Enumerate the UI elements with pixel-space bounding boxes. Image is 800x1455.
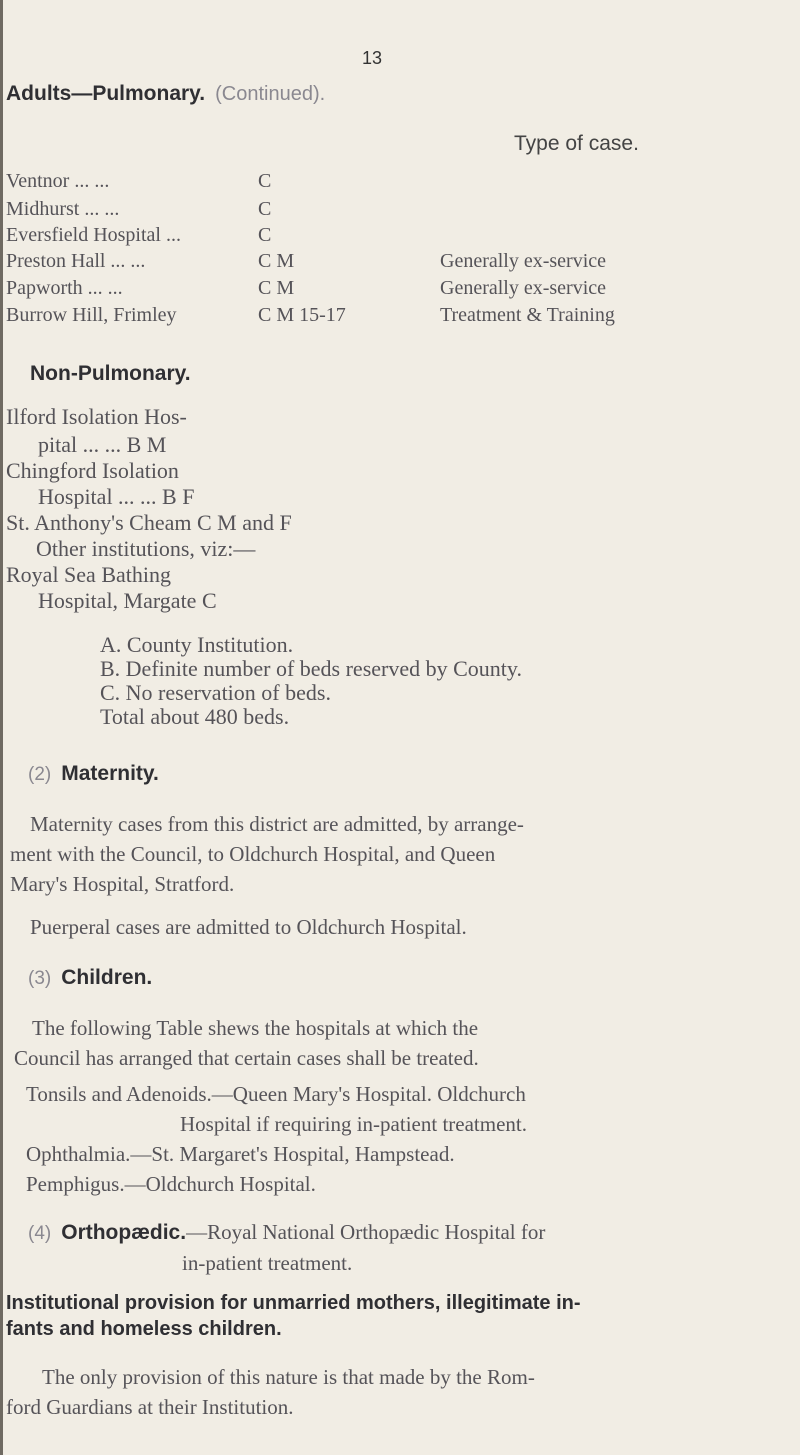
section-number: (4) — [28, 1223, 52, 1244]
institutional-paragraph — [6, 1362, 535, 1422]
puerperal-paragraph: Puerperal cases are admitted to Oldchurch Hospital. — [30, 915, 467, 939]
list-item: Other institutions, viz:— — [36, 536, 256, 561]
institution-name: Ventnor ... ... — [6, 170, 110, 192]
list-item: Chingford Isolation — [6, 458, 179, 483]
list-item: Ophthalmia.—St. Margaret's Hospital, Hampstead. — [26, 1142, 455, 1166]
institution-name: Midhurst ... ... — [6, 198, 120, 220]
institutional-heading-cont: fants and homeless children. — [6, 1318, 282, 1340]
case-type: Generally ex-service — [440, 277, 607, 299]
page-number: 13 — [362, 48, 383, 68]
institution-code: C M — [258, 277, 295, 299]
maternity-heading-line — [28, 762, 159, 786]
non-pulmonary-heading: Non-Pulmonary. — [30, 362, 191, 385]
children-list — [26, 1079, 527, 1199]
list-item: Hospital ... ... B F — [38, 484, 195, 509]
legend-item: Total about 480 beds. — [100, 704, 290, 729]
list-item: Tonsils and Adenoids.—Queen Mary's Hospital. Oldchurch — [26, 1082, 526, 1106]
maternity-paragraph — [10, 809, 524, 899]
section-number: (3) — [28, 968, 52, 989]
orthopaedic-text-cont: in-patient treatment. — [182, 1251, 353, 1275]
orthopaedic-heading: Orthopædic. — [61, 1221, 187, 1244]
orthopaedic-text: —Royal National Orthopædic Hospital for — [186, 1220, 546, 1244]
list-item: Royal Sea Bathing — [6, 562, 171, 587]
paragraph-line: Mary's Hospital, Stratford. — [10, 872, 235, 896]
pulmonary-heading: Adults—Pulmonary. — [6, 82, 206, 105]
institution-code: C — [258, 170, 272, 192]
page-edge — [0, 0, 3, 1455]
orthopaedic-line — [28, 1220, 545, 1245]
children-intro — [14, 1013, 479, 1073]
list-item: Pemphigus.—Oldchurch Hospital. — [26, 1172, 316, 1196]
pulmonary-heading-line — [6, 82, 325, 106]
institution-name: Preston Hall ... ... — [6, 250, 146, 272]
maternity-heading: Maternity. — [61, 762, 159, 785]
list-item: Hospital, Margate C — [38, 588, 217, 613]
list-item: Ilford Isolation Hos- — [6, 404, 187, 429]
type-of-case-header: Type of case. — [514, 132, 639, 155]
legend-item: A. County Institution. — [100, 632, 294, 657]
list-item: Hospital if requiring in-patient treatment. — [180, 1112, 527, 1136]
legend-item: B. Definite number of beds reserved by County. — [100, 656, 522, 681]
paragraph-line: Council has arranged that certain cases shall be treated. — [14, 1046, 479, 1070]
paragraph-line: The following Table shews the hospitals at which the — [32, 1016, 479, 1040]
institution-code: C M — [258, 250, 295, 272]
section-number: (2) — [28, 764, 52, 785]
institution-name: Papworth ... ... — [6, 277, 123, 299]
institution-name: Burrow Hill, Frimley — [6, 304, 177, 326]
list-item: pital ... ... B M — [38, 432, 167, 457]
continued-label: (Continued). — [215, 83, 326, 105]
institution-code: C — [258, 198, 272, 220]
paragraph-line: ment with the Council, to Oldchurch Hospital, and Queen — [10, 842, 496, 866]
institution-code: C M 15-17 — [258, 304, 346, 326]
paragraph-line: The only provision of this nature is that made by the Rom- — [42, 1365, 535, 1389]
institution-code: C — [258, 224, 272, 246]
paragraph-line: ford Guardians at their Institution. — [6, 1395, 294, 1419]
case-type: Generally ex-service — [440, 250, 607, 272]
children-heading-line — [28, 966, 152, 990]
institution-name: Eversfield Hospital ... — [6, 224, 181, 246]
list-item: St. Anthony's Cheam C M and F — [6, 510, 292, 535]
legend-item: C. No reservation of beds. — [100, 680, 331, 705]
paragraph-line: Maternity cases from this district are admitted, by arrange- — [30, 812, 524, 836]
institutional-heading: Institutional provision for unmarried mothers, illegitimate in- — [6, 1292, 581, 1314]
case-type: Treatment & Training — [440, 304, 615, 326]
children-heading: Children. — [61, 966, 153, 989]
